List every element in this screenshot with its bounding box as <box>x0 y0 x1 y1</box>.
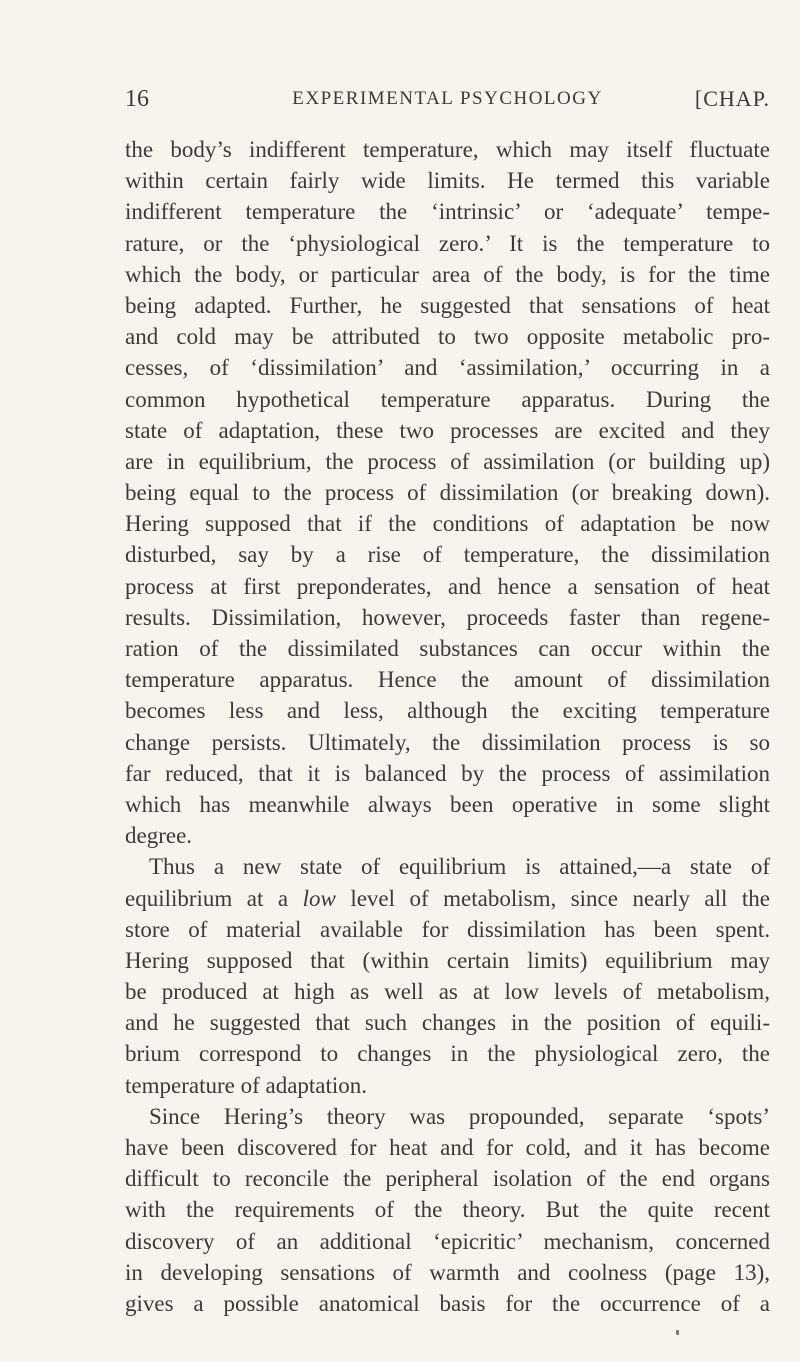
text-line: being adapted. Further, he suggested that sensations of heat <box>125 292 770 318</box>
text-line: process at first preponderates, and hence a sensation of heat <box>125 573 770 599</box>
text-line: temperature of adaptation. <box>125 1072 368 1098</box>
text-segment: equilibrium at a <box>125 885 303 911</box>
text-line: and he suggested that such changes in the position of equili- <box>125 1010 770 1036</box>
text-line: store of material available for dissimilation has been spent. <box>125 916 770 942</box>
text-line: Hering supposed that (within certain limits) equilibrium may <box>125 947 770 973</box>
text-line: disturbed, say by a rise of temperature, the dissimilation <box>125 542 770 568</box>
text-line: indifferent temperature the ‘intrinsic’ or ‘adequate’ tempe- <box>125 199 770 225</box>
text-line: within certain fairly wide limits. He termed this variable <box>125 168 770 194</box>
text-line: and cold may be attributed to two opposite metabolic pro- <box>125 324 770 350</box>
text-line: temperature apparatus. Hence the amount of dissimilation <box>125 667 770 693</box>
text-line: the body’s indifferent temperature, which may itself fluctuate <box>125 137 770 162</box>
text-line: common hypothetical temperature apparatus. During the <box>125 386 770 412</box>
running-title: EXPERIMENTAL PSYCHOLOGY <box>292 88 603 109</box>
text-line: in developing sensations of warmth and coolness (page 13), <box>125 1259 770 1285</box>
text-line: discovery of an additional ‘epicritic’ mechanism, concerned <box>125 1228 770 1254</box>
italic-word: low <box>302 885 336 911</box>
page-header <box>125 86 770 120</box>
text-line: ration of the dissimilated substances can occur within the <box>125 636 770 661</box>
text-line: state of adaptation, these two processes are excited and they <box>125 417 770 443</box>
text-line: being equal to the process of dissimilation (or breaking down). <box>125 480 770 506</box>
text-line: difficult to reconcile the peripheral isolation of the end organs <box>125 1166 770 1192</box>
text-line: gives a possible anatomical basis for the occurrence of a <box>125 1290 770 1316</box>
text-line: rature, or the ‘physiological zero.’ It is the temperature to <box>125 230 770 256</box>
text-line: becomes less and less, although the exciting temperature <box>125 698 770 724</box>
text-line: have been discovered for heat and for cold, and it has become <box>125 1135 770 1160</box>
text-line: brium correspond to changes in the physiological zero, the <box>125 1041 770 1067</box>
text-line: results. Dissimilation, however, proceeds faster than regene- <box>125 604 770 630</box>
text-line: Thus a new state of equilibrium is attained,—a state of <box>149 854 770 880</box>
print-speck <box>676 1330 679 1335</box>
text-line: Hering supposed that if the conditions of adaptation be now <box>125 511 770 537</box>
text-line <box>125 883 770 914</box>
chapter-marker: [CHAP. <box>694 86 770 111</box>
text-line: be produced at high as well as at low levels of metabolism, <box>125 979 770 1005</box>
text-line: degree. <box>125 823 193 849</box>
text-line: change persists. Ultimately, the dissimilation process is so <box>125 729 770 755</box>
text-line: cesses, of ‘dissimilation’ and ‘assimilation,’ occurring in a <box>125 355 770 381</box>
body-text <box>125 134 770 1319</box>
text-line: Since Hering’s theory was propounded, separate ‘spots’ <box>149 1103 770 1129</box>
text-line: are in equilibrium, the process of assimilation (or building up) <box>125 448 770 474</box>
text-line: far reduced, that it is balanced by the process of assimilation <box>125 760 770 786</box>
page-number: 16 <box>125 86 149 112</box>
text-line: which the body, or particular area of the body, is for the time <box>125 261 770 287</box>
text-segment: level of metabolism, since nearly all the <box>335 885 770 911</box>
text-line: which has meanwhile always been operative in some slight <box>125 791 770 817</box>
text-line: with the requirements of the theory. But the quite recent <box>125 1197 770 1223</box>
